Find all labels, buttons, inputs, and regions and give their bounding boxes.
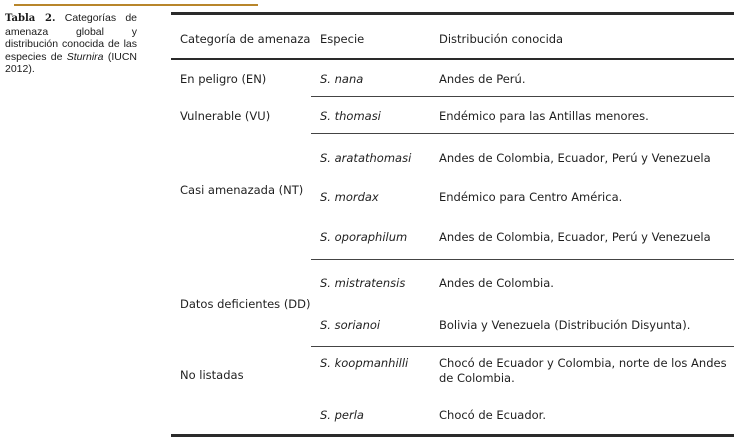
header-distribution: Distribución conocida — [439, 32, 564, 46]
distribution-cell: Andes de Colombia, Ecuador, Perú y Venezuela — [439, 230, 711, 244]
species-cell: S. thomasi — [320, 109, 381, 123]
distribution-cell: Andes de Colombia, Ecuador, Perú y Venezuela — [439, 151, 711, 165]
header-species: Especie — [320, 32, 365, 46]
species-cell: S. nana — [320, 72, 364, 86]
row-divider — [311, 346, 734, 347]
category-dd: Datos deficientes (DD) — [180, 297, 311, 311]
category-unlisted: No listadas — [180, 368, 244, 382]
header-category: Categoría de amenaza — [180, 32, 311, 46]
species-cell: S. oporaphilum — [320, 230, 408, 244]
distribution-cell: Endémico para Centro América. — [439, 190, 623, 204]
species-table — [171, 12, 734, 439]
caption-label: Tabla 2. — [5, 13, 56, 24]
distribution-cell: Andes de Perú. — [439, 72, 526, 86]
species-cell: S. perla — [320, 408, 364, 422]
top-accent-rule — [14, 4, 258, 6]
species-cell: S. mordax — [320, 190, 379, 204]
species-cell: S. sorianoi — [320, 318, 381, 332]
row-divider — [311, 259, 734, 260]
table-caption — [5, 12, 137, 76]
category-nt: Casi amenazada (NT) — [180, 183, 304, 197]
distribution-cell: Endémico para las Antillas menores. — [439, 109, 649, 123]
caption-genus: Sturnira — [66, 50, 104, 63]
distribution-cell: Chocó de Ecuador. — [439, 408, 546, 422]
distribution-cell: Bolivia y Venezuela (Distribución Disyunta). — [439, 318, 691, 332]
distribution-cell: Chocó de Ecuador y Colombia, norte de los Andes de Colombia. — [439, 356, 727, 385]
table-top-rule — [171, 12, 734, 15]
row-divider — [311, 96, 734, 97]
species-cell: S. mistratensis — [320, 276, 406, 290]
category-en: En peligro (EN) — [180, 72, 267, 86]
row-divider — [311, 133, 734, 134]
caption-source: (IUCN 2012). — [5, 50, 137, 75]
table-bottom-rule — [171, 434, 734, 437]
species-cell: S. koopmanhilli — [320, 356, 409, 370]
category-vu: Vulnerable (VU) — [180, 109, 271, 123]
species-cell: S. aratathomasi — [320, 151, 412, 165]
distribution-cell: Andes de Colombia. — [439, 276, 554, 290]
caption-text: Categorías de amenaza global y distribución conocida de las especies de — [5, 12, 138, 63]
header-rule — [171, 58, 734, 60]
